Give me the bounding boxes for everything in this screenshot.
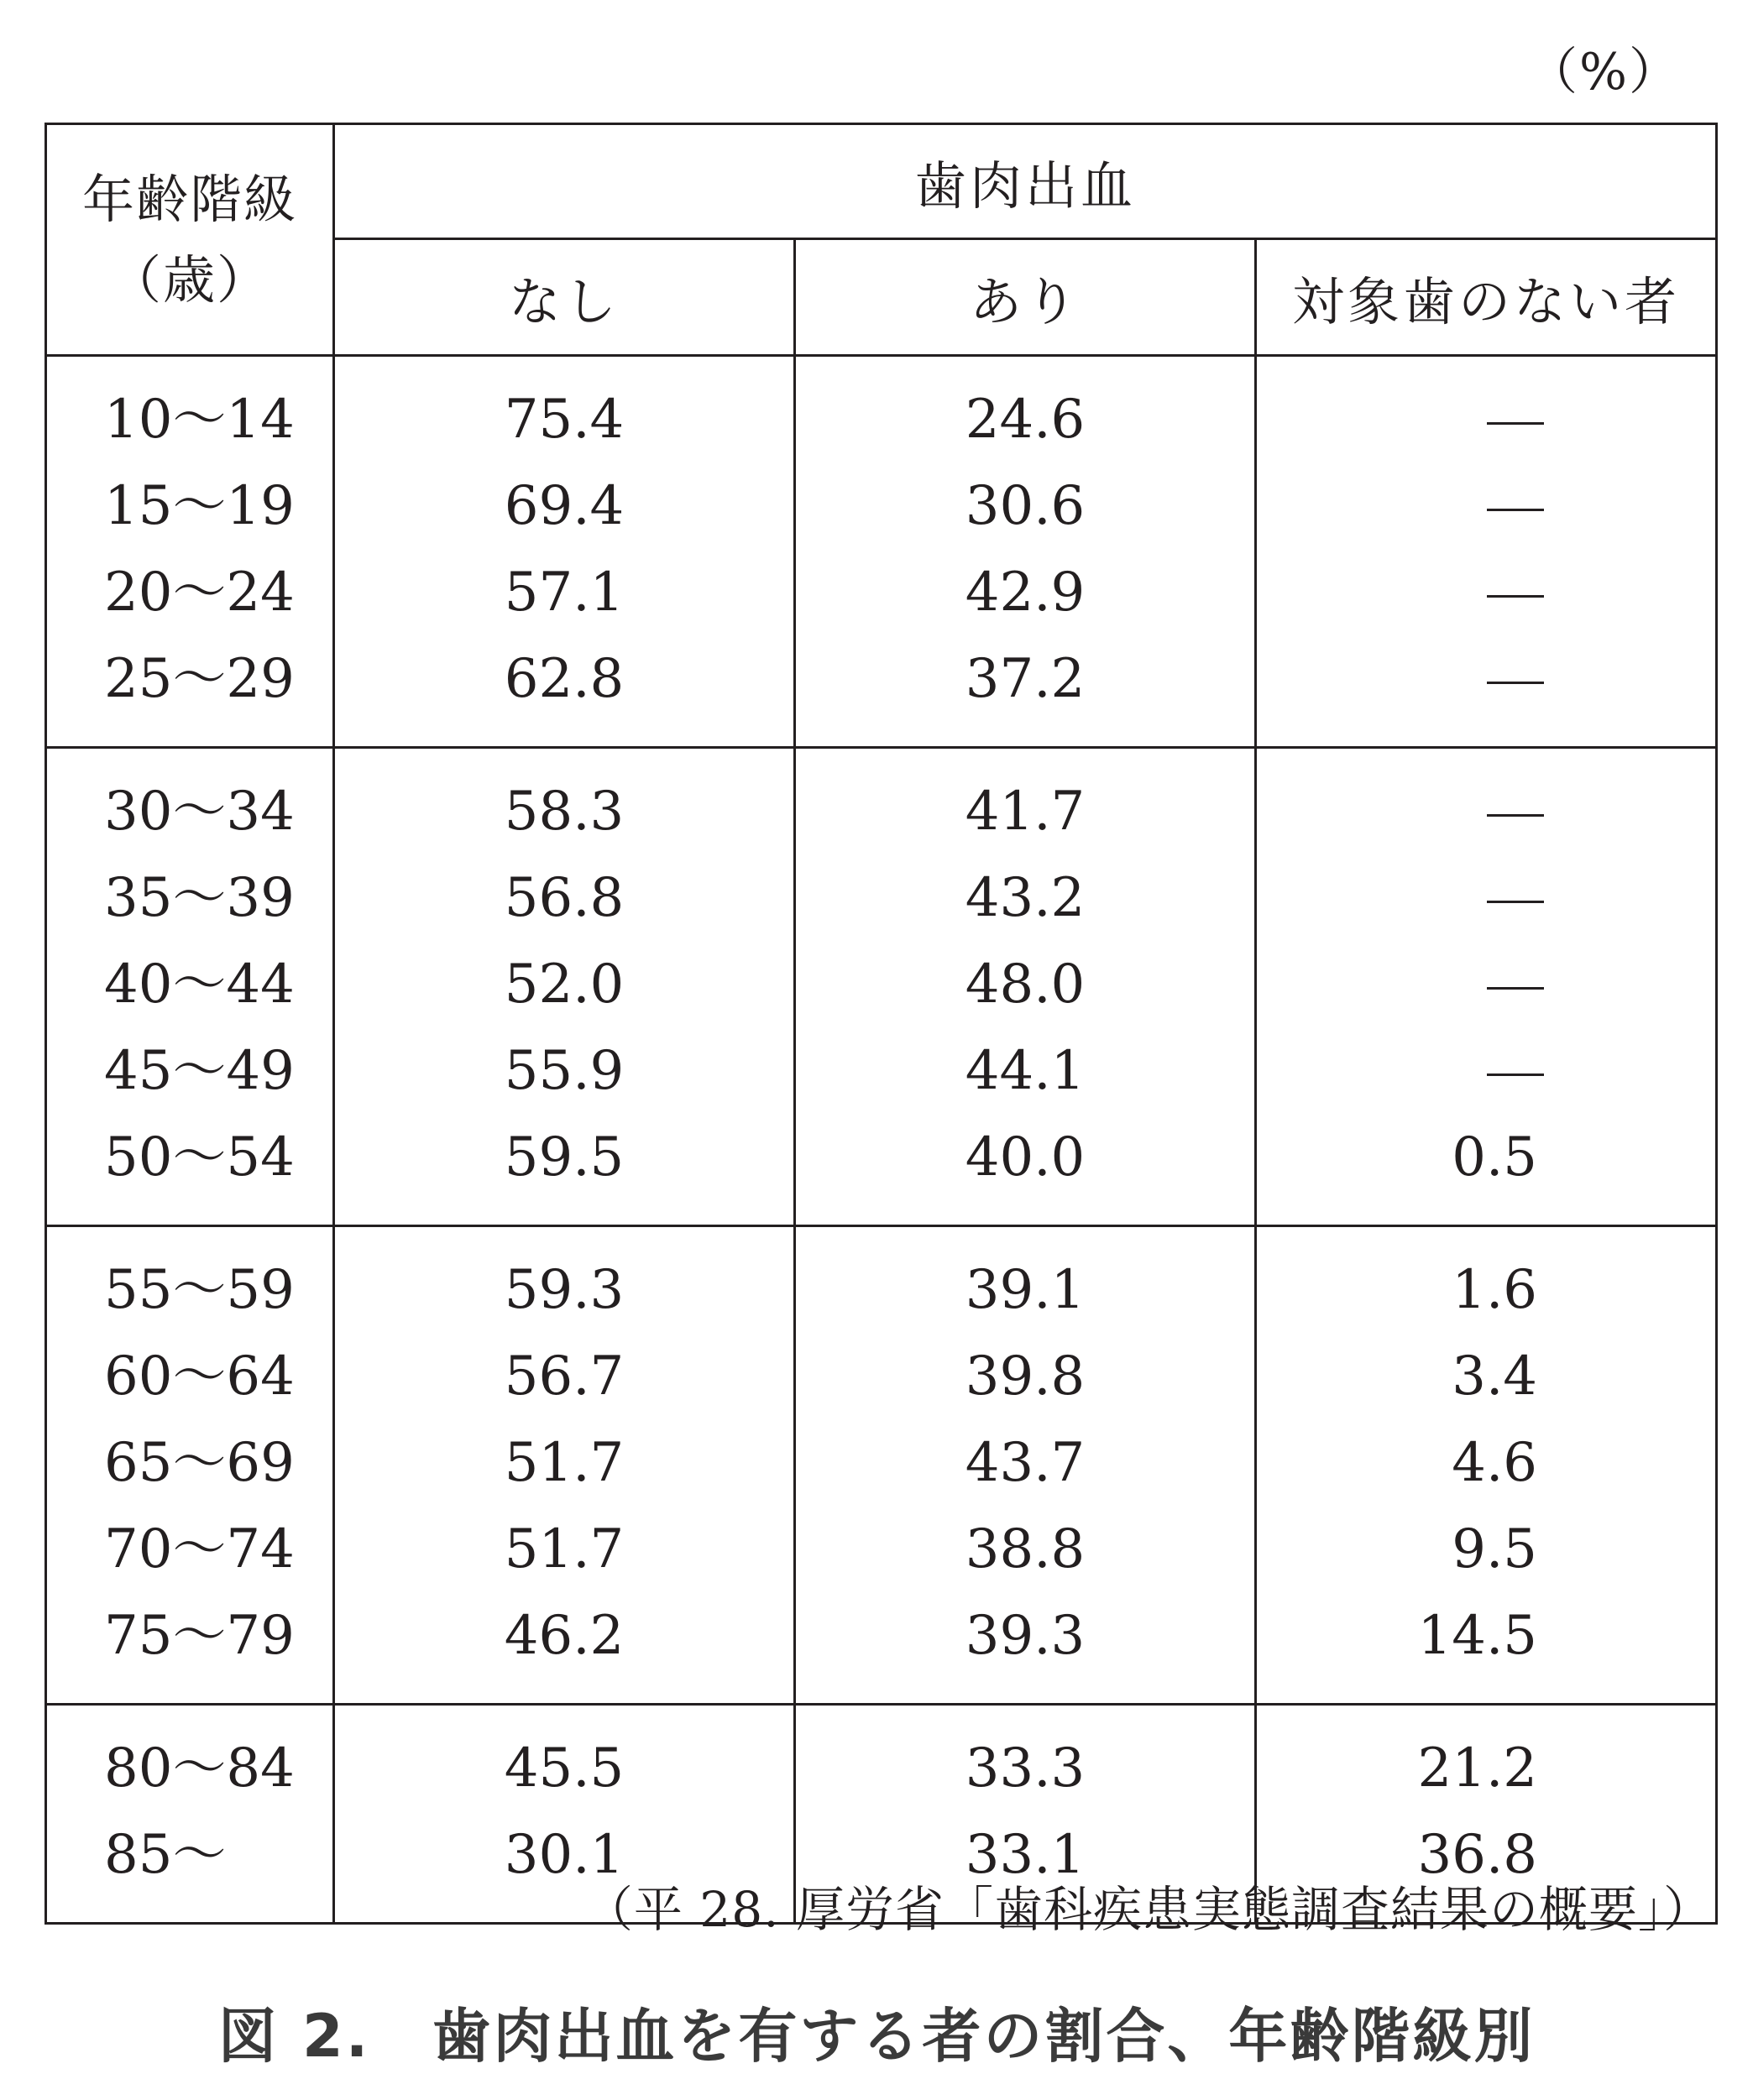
unit-label: （%）	[1526, 43, 1681, 102]
nashi-cell: 56.7	[504, 1345, 625, 1408]
nashi-cell: 69.4	[504, 475, 625, 537]
no-teeth-cell	[1257, 636, 1715, 723]
no-teeth-cell	[1257, 769, 1715, 855]
col-header-none: 対象歯のない者	[1256, 239, 1717, 356]
no-teeth-cell: 21.2	[1417, 1737, 1538, 1800]
nashi-cell: 52.0	[504, 953, 625, 1016]
ari-cell: 42.9	[965, 562, 1086, 624]
age-column-group	[46, 748, 334, 1226]
ari-column-group	[795, 748, 1256, 1226]
col-header-ari: あり	[795, 239, 1256, 356]
nashi-cell: 59.3	[504, 1259, 625, 1321]
dash-mark	[1487, 1074, 1544, 1076]
no-teeth-cell	[1257, 855, 1715, 942]
ari-cell: 40.0	[965, 1126, 1086, 1188]
col-header-nashi: なし	[334, 239, 795, 356]
age-cell: 70～74	[104, 1518, 295, 1580]
ari-column-group	[795, 1226, 1256, 1705]
ari-cell: 39.3	[965, 1605, 1086, 1667]
nashi-cell: 58.3	[504, 781, 625, 843]
table-group-row	[46, 748, 1717, 1226]
ari-cell: 37.2	[965, 648, 1086, 710]
nashi-column-group	[334, 748, 795, 1226]
gingival-bleeding-table	[44, 123, 1718, 1925]
nashi-cell: 62.8	[504, 648, 625, 710]
no-teeth-cell	[1257, 377, 1715, 463]
ari-cell: 24.6	[965, 389, 1086, 451]
age-column-group	[46, 356, 334, 748]
no-teeth-column-group	[1256, 1226, 1717, 1705]
nashi-cell: 55.9	[504, 1040, 625, 1102]
nashi-cell: 59.5	[504, 1126, 625, 1188]
age-cell: 55～59	[104, 1259, 295, 1321]
dash-mark	[1487, 595, 1544, 598]
ari-cell: 48.0	[965, 953, 1086, 1016]
nashi-column-group	[334, 356, 795, 748]
ari-cell: 33.1	[965, 1824, 1086, 1886]
ari-cell: 30.6	[965, 475, 1086, 537]
age-cell: 10～14	[104, 389, 295, 451]
age-cell: 65～69	[104, 1432, 295, 1494]
ari-cell: 39.1	[965, 1259, 1086, 1321]
no-teeth-cell: 0.5	[1452, 1126, 1538, 1188]
ari-cell: 39.8	[965, 1345, 1086, 1408]
table-group-row	[46, 1226, 1717, 1705]
no-teeth-cell: 4.6	[1452, 1432, 1538, 1494]
age-cell: 40～44	[104, 953, 295, 1016]
source-note: （平 28. 厚労省「歯科疾患実態調査結果の概要」）	[583, 1881, 1713, 1938]
nashi-cell: 51.7	[504, 1432, 625, 1494]
age-cell: 60～64	[104, 1345, 295, 1408]
age-cell: 35～39	[104, 867, 295, 929]
no-teeth-cell	[1257, 1028, 1715, 1115]
nashi-cell: 51.7	[504, 1518, 625, 1580]
nashi-cell: 30.1	[504, 1824, 625, 1886]
age-column-group	[46, 1705, 334, 1924]
ari-cell: 43.7	[965, 1432, 1086, 1494]
age-cell: 45～49	[104, 1040, 295, 1102]
age-cell: 50～54	[104, 1126, 295, 1188]
ari-cell: 43.2	[965, 867, 1086, 929]
nashi-cell: 75.4	[504, 389, 625, 451]
no-teeth-cell: 1.6	[1452, 1259, 1538, 1321]
no-teeth-cell: 36.8	[1417, 1824, 1538, 1886]
ari-column-group	[795, 356, 1256, 748]
table-group-row	[46, 356, 1717, 748]
ari-cell: 33.3	[965, 1737, 1086, 1800]
dash-mark	[1487, 422, 1544, 425]
age-cell: 80～84	[104, 1737, 295, 1800]
dash-mark	[1487, 509, 1544, 511]
group-header: 歯肉出血	[334, 124, 1717, 239]
age-header	[46, 124, 334, 356]
age-cell: 15～19	[104, 475, 295, 537]
nashi-column-group	[334, 1226, 795, 1705]
dash-mark	[1487, 987, 1544, 990]
dash-mark	[1487, 682, 1544, 684]
age-cell: 75～79	[104, 1605, 295, 1667]
nashi-cell: 46.2	[504, 1605, 625, 1667]
age-cell: 20～24	[104, 562, 295, 624]
age-cell: 25～29	[104, 648, 295, 710]
ari-cell: 41.7	[965, 781, 1086, 843]
age-header-line2: （歳）	[108, 248, 270, 311]
ari-cell: 38.8	[965, 1518, 1086, 1580]
figure-caption: 図 2. 歯肉出血を有する者の割合、年齢階級別	[217, 2002, 1536, 2071]
no-teeth-column-group	[1256, 748, 1717, 1226]
nashi-cell: 56.8	[504, 867, 625, 929]
dash-mark	[1487, 901, 1544, 903]
table-body	[46, 356, 1717, 1924]
age-cell: 85～	[104, 1824, 227, 1886]
no-teeth-cell: 3.4	[1452, 1345, 1538, 1408]
no-teeth-cell: 14.5	[1417, 1605, 1538, 1667]
no-teeth-cell: 9.5	[1452, 1518, 1538, 1580]
age-cell: 30～34	[104, 781, 295, 843]
ari-cell: 44.1	[965, 1040, 1086, 1102]
dash-mark	[1487, 814, 1544, 817]
no-teeth-cell	[1257, 550, 1715, 636]
no-teeth-column-group	[1256, 356, 1717, 748]
nashi-cell: 57.1	[504, 562, 625, 624]
no-teeth-cell	[1257, 463, 1715, 550]
nashi-cell: 45.5	[504, 1737, 625, 1800]
no-teeth-cell	[1257, 942, 1715, 1028]
age-column-group	[46, 1226, 334, 1705]
age-header-line1: 年齢階級	[81, 168, 297, 230]
